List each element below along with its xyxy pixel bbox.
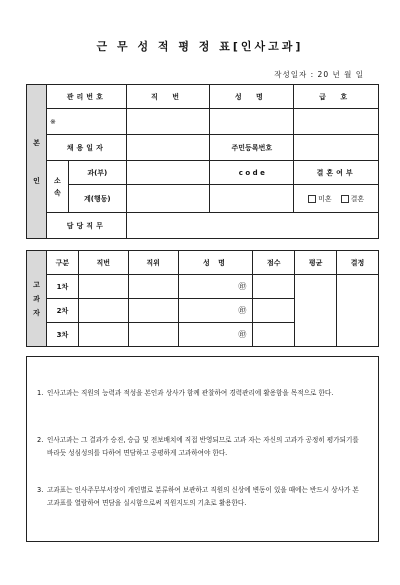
header-job-no: 직 번	[126, 85, 210, 109]
cell-jobno-2[interactable]	[78, 299, 128, 323]
team-label: 계(행동)	[68, 185, 126, 213]
cell-name-2[interactable]	[178, 299, 253, 323]
header-grade: 급 호	[294, 85, 379, 109]
header-average: 평균	[295, 251, 337, 275]
hire-date-label: 채용일자	[46, 135, 126, 161]
header-evaluator-name: 성 명	[178, 251, 253, 275]
row-label-2: 2차	[46, 299, 78, 323]
header-job-no: 직번	[78, 251, 128, 275]
header-category: 구분	[46, 251, 78, 275]
note-2-text: 인사고과는 그 결과가 승진, 승급 및 전보배치에 직접 반영되므로 고과 자는 자신의 고과가 공정히 평가되기를 바라듯 성심성의를 다하여 면담하고 공평하게 고과하여야 한다.	[47, 436, 359, 457]
cell-position-1[interactable]	[128, 275, 178, 299]
team-cell[interactable]	[126, 185, 210, 213]
cell-position-2[interactable]	[128, 299, 178, 323]
evaluator-label-3: 자	[33, 308, 40, 317]
seal-mark: ㊞	[238, 282, 247, 291]
affiliation-text: 소속	[54, 176, 61, 197]
date-line: 작성일자 : 20 년 월 일	[274, 70, 364, 79]
marital-label: 결혼여부	[294, 161, 379, 185]
id-number-label: 주민등록번호	[210, 135, 294, 161]
seal-mark: ㊞	[238, 330, 247, 339]
married-label: 결혼	[350, 194, 365, 203]
cell-jobno-1[interactable]	[78, 275, 128, 299]
cell-average[interactable]	[295, 275, 337, 347]
header-score: 점수	[253, 251, 295, 275]
header-decision: 결정	[337, 251, 379, 275]
name-cell[interactable]	[210, 109, 294, 135]
note-3	[37, 484, 367, 510]
code-grid-cell[interactable]	[210, 185, 294, 213]
dept-cell[interactable]	[126, 161, 210, 185]
evaluator-label-1: 고	[33, 280, 40, 289]
seal-mark: ㊞	[238, 306, 247, 315]
management-no-cell[interactable]	[46, 109, 126, 135]
dept-label: 과(부)	[68, 161, 126, 185]
note-2	[37, 434, 367, 460]
header-position: 직위	[128, 251, 178, 275]
cell-position-3[interactable]	[128, 323, 178, 347]
section-label-self	[27, 85, 47, 239]
duty-label: 담당직무	[46, 213, 126, 239]
married-checkbox[interactable]	[341, 195, 349, 203]
note-1	[37, 387, 367, 400]
cell-jobno-3[interactable]	[78, 323, 128, 347]
job-no-cell[interactable]	[126, 109, 210, 135]
header-name: 성 명	[210, 85, 294, 109]
note-mark: ※	[49, 117, 56, 126]
notes-box	[26, 356, 379, 542]
code-label: c o d e	[210, 161, 294, 185]
note-2-number: 2.	[37, 436, 44, 444]
duty-cell[interactable]	[126, 213, 378, 239]
personal-info-table	[26, 84, 379, 239]
cell-decision[interactable]	[337, 275, 379, 347]
note-3-number: 3.	[37, 486, 44, 494]
row-label-1: 1차	[46, 275, 78, 299]
note-1-text: 인사고과는 직원의 능력과 적성을 본인과 상사가 함께 관찰하여 경력관리에 활용함을 목적으로 한다.	[47, 389, 334, 397]
cell-score-3[interactable]	[253, 323, 295, 347]
note-3-text: 고과표는 인사주무부서장이 개인별로 분류하여 보관하고 직원의 신상에 변동이 있을 때에는 반드시 상사가 본 고과표를 열람하여 면담을 실시함으로써 직원지도의 기초로 활용한다.	[47, 486, 359, 507]
cell-score-1[interactable]	[253, 275, 295, 299]
id-number-cell[interactable]	[294, 135, 379, 161]
section-label-evaluator	[27, 251, 47, 347]
evaluator-table	[26, 250, 379, 347]
hire-date-cell[interactable]	[126, 135, 210, 161]
affiliation-label	[46, 161, 68, 213]
grade-cell[interactable]	[294, 109, 379, 135]
cell-score-2[interactable]	[253, 299, 295, 323]
self-label-top: 본	[33, 138, 40, 147]
evaluator-label-2: 과	[33, 294, 40, 303]
single-checkbox[interactable]	[308, 195, 316, 203]
form-title: 근 무 성 적 평 정 표[인사고과]	[96, 40, 304, 53]
note-1-number: 1.	[37, 389, 44, 397]
single-label: 미혼	[318, 194, 332, 203]
row-label-3: 3차	[46, 323, 78, 347]
cell-name-1[interactable]	[178, 275, 253, 299]
cell-name-3[interactable]	[178, 323, 253, 347]
self-label-bottom: 인	[33, 176, 40, 185]
header-management-no: 관리번호	[46, 85, 126, 109]
marital-options	[294, 185, 379, 213]
